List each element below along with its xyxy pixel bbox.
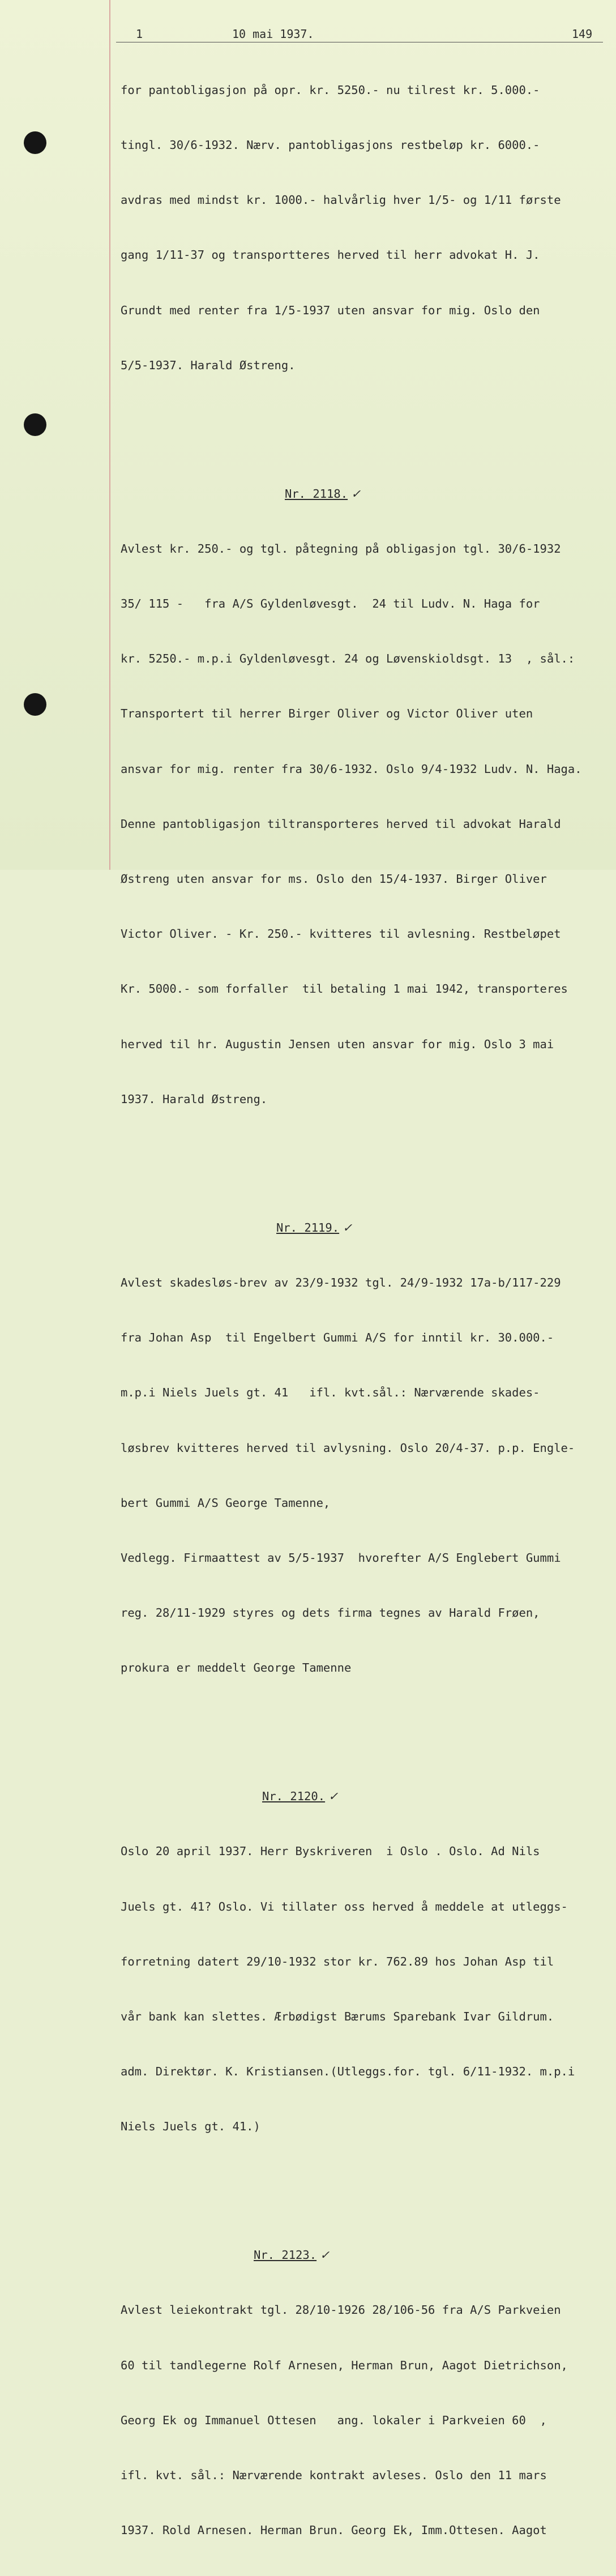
entry-line: Avlest leiekontrakt tgl. 28/10-1926 28/106-56 fra A/S Parkveien bbox=[121, 2303, 561, 2317]
entry-line: Avlest skadesløs-brev av 23/9-1932 tgl. 24/9-1932 17a-b/117-229 bbox=[121, 1275, 561, 1289]
entry-line: Kr. 5000.- som forfaller til betaling 1 mai 1942, transporteres bbox=[121, 982, 568, 996]
entry-heading-2119 bbox=[121, 1219, 602, 1237]
entry-line: prokura er meddelt George Tamenne bbox=[121, 1661, 352, 1675]
intro-line: tingl. 30/6-1932. Nærv. pantobligasjons restbeløp kr. 6000.- bbox=[121, 138, 540, 152]
punch-hole-bottom bbox=[24, 693, 46, 716]
entry-number: Nr. 2123. bbox=[254, 2248, 317, 2262]
check-mark-icon: ✓ bbox=[328, 1789, 339, 1804]
check-mark-icon: ✓ bbox=[320, 2248, 330, 2262]
entry-line: bert Gummi A/S George Tamenne, bbox=[121, 1496, 331, 1510]
entry-number: Nr. 2119. bbox=[276, 1220, 340, 1234]
document-body bbox=[121, 44, 602, 2576]
margin-rule bbox=[109, 0, 110, 870]
entry-line: Niels Juels gt. 41.) bbox=[121, 2120, 260, 2134]
intro-line: avdras med mindst kr. 1000.- halvårlig hver 1/5- og 1/11 første bbox=[121, 193, 561, 207]
page-number: 149 bbox=[572, 27, 593, 41]
entry-line: ifl. kvt. sål.: Nærværende kontrakt avleses. Oslo den 11 mars bbox=[121, 2468, 547, 2482]
entry-line: Oslo 20 april 1937. Herr Byskriveren i Oslo . Oslo. Ad Nils bbox=[121, 1844, 540, 1859]
intro-line: Grundt med renter fra 1/5-1937 uten ansvar for mig. Oslo den bbox=[121, 303, 540, 317]
punch-hole-top bbox=[24, 131, 46, 154]
entry-heading-2118 bbox=[121, 485, 602, 503]
entry-line: Victor Oliver. - Kr. 250.- kvitteres til avlesning. Restbeløpet bbox=[121, 927, 561, 941]
entry-line: kr. 5250.- m.p.i Gyldenløvesgt. 24 og Løvenskioldsgt. 13 , sål.: bbox=[121, 652, 575, 666]
check-mark-icon: ✓ bbox=[351, 486, 361, 501]
entry-line: løsbrev kvitteres herved til avlysning. Oslo 20/4-37. p.p. Engle- bbox=[121, 1441, 575, 1455]
entry-line: Avlest kr. 250.- og tgl. påtegning på obligasjon tgl. 30/6-1932 bbox=[121, 541, 561, 556]
entry-line: Georg Ek og Immanuel Ottesen ang. lokaler i Parkveien 60 , bbox=[121, 2413, 547, 2427]
entry-line: 1937. Harald Østreng. bbox=[121, 1092, 268, 1106]
entry-number: Nr. 2120. bbox=[262, 1789, 326, 1804]
check-mark-icon: ✓ bbox=[343, 1220, 353, 1234]
entry-line: Denne pantobligasjon tiltransporteres herved til advokat Harald bbox=[121, 817, 561, 831]
entry-line: m.p.i Niels Juels gt. 41 ifl. kvt.sål.: Nærværende skades- bbox=[121, 1386, 540, 1400]
intro-line: gang 1/11-37 og transportteres herved til herr advokat H. J. bbox=[121, 248, 540, 262]
entry-line: Transportert til herrer Birger Oliver og Victor Oliver uten bbox=[121, 707, 533, 721]
entry-line: Juels gt. 41? Oslo. Vi tillater oss herved å meddele at utleggs- bbox=[121, 1899, 568, 1913]
entry-line: forretning datert 29/10-1932 stor kr. 762.89 hos Johan Asp til bbox=[121, 1954, 554, 1968]
entry-number: Nr. 2118. bbox=[285, 486, 348, 501]
header-left: 1 bbox=[136, 27, 143, 41]
entry-line: Vedlegg. Firmaattest av 5/5-1937 hvorefter A/S Englebert Gummi bbox=[121, 1550, 561, 1565]
entry-heading-2120 bbox=[121, 1787, 602, 1805]
entry-line: reg. 28/11-1929 styres og dets firma tegnes av Harald Frøen, bbox=[121, 1606, 540, 1620]
entry-line: vår bank kan slettes. Ærbødigst Bærums Sparebank Ivar Gildrum. bbox=[121, 2009, 554, 2023]
punch-hole-middle bbox=[24, 413, 46, 436]
entry-line: fra Johan Asp til Engelbert Gummi A/S for inntil kr. 30.000.- bbox=[121, 1331, 554, 1345]
header-date: 10 mai 1937. bbox=[232, 27, 314, 41]
page-header bbox=[0, 25, 616, 42]
intro-line: 5/5-1937. Harald Østreng. bbox=[121, 358, 296, 372]
entry-line: 1937. Rold Arnesen. Herman Brun. Georg Ek, Imm.Ottesen. Aagot bbox=[121, 2523, 547, 2537]
intro-line: for pantobligasjon på opr. kr. 5250.- nu tilrest kr. 5.000.- bbox=[121, 83, 540, 97]
entry-line: herved til hr. Augustin Jensen uten ansvar for mig. Oslo 3 mai bbox=[121, 1037, 554, 1051]
entry-heading-2123 bbox=[121, 2246, 602, 2264]
entry-line: Østreng uten ansvar for ms. Oslo den 15/4-1937. Birger Oliver bbox=[121, 872, 547, 886]
entry-line: 35/ 115 - fra A/S Gyldenløvesgt. 24 til Ludv. N. Haga for bbox=[121, 597, 540, 611]
entry-line: 60 til tandlegerne Rolf Arnesen, Herman Brun, Aagot Dietrichson, bbox=[121, 2358, 568, 2372]
entry-line: adm. Direktør. K. Kristiansen.(Utleggs.for. tgl. 6/11-1932. m.p.i bbox=[121, 2065, 575, 2079]
entry-line: ansvar for mig. renter fra 30/6-1932. Oslo 9/4-1932 Ludv. N. Haga. bbox=[121, 762, 582, 776]
